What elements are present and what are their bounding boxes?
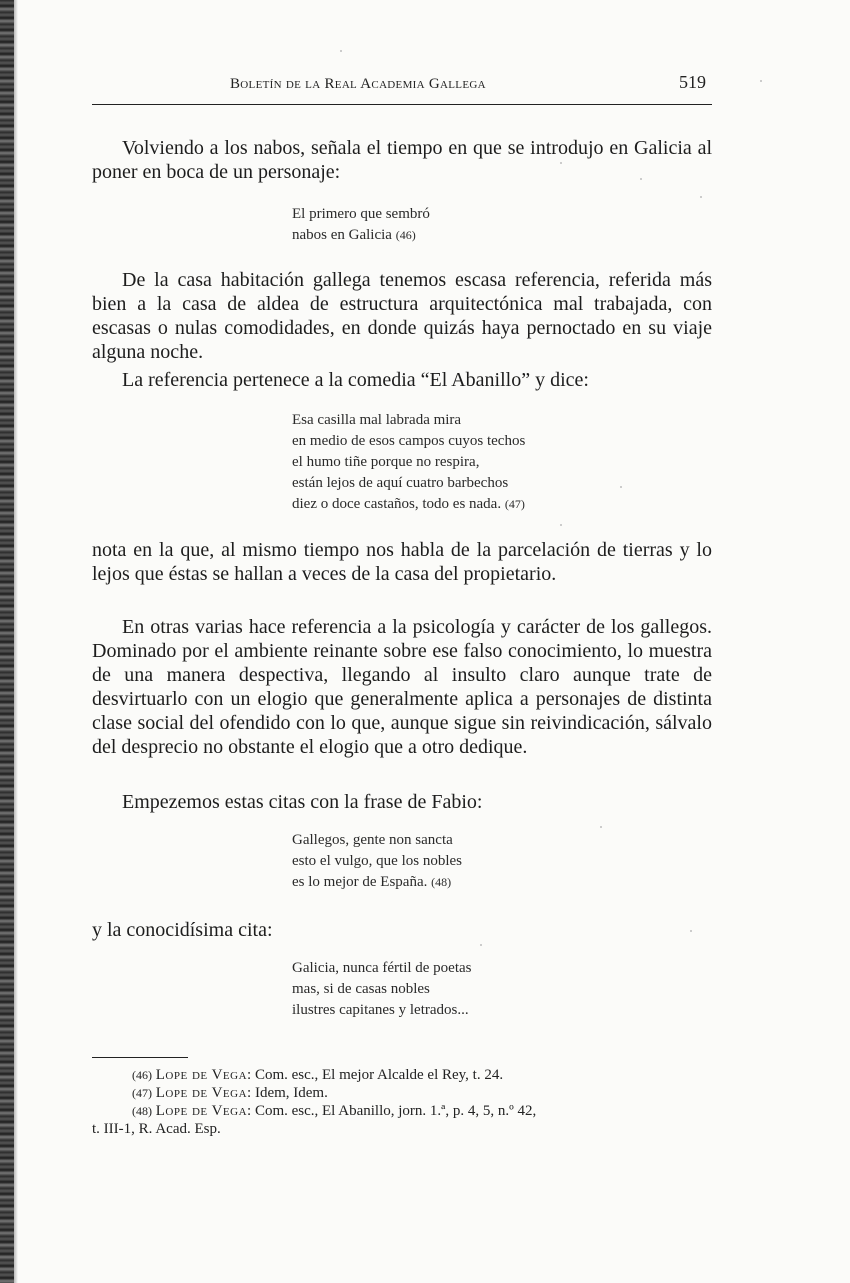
verse-line-text: es lo mejor de España.: [292, 874, 428, 890]
footnote: [92, 1066, 712, 1084]
footnote-text: : Com. esc., El mejor Alcalde el Rey, t. 24.: [247, 1067, 504, 1083]
paragraph-fabio: Empezemos estas citas con la frase de Fabio:: [122, 791, 483, 813]
verse-footnote-ref: (46): [395, 228, 416, 242]
paragraph-nabos: Volviendo a los nabos, señala el tiempo en que se introdujo en Galicia al poner en boca de un personaje:: [92, 137, 712, 183]
footnote-divider: [92, 1057, 188, 1058]
footnote-number: (47): [132, 1086, 152, 1100]
footnote-continuation: t. III-1, R. Acad. Esp.: [92, 1121, 221, 1137]
verse-line: están lejos de aquí cuatro barbechos: [292, 475, 509, 491]
footnote-text: : Com. esc., El Abanillo, jorn. 1.ª, p. 4, 5, n.º 42,: [247, 1103, 537, 1119]
scan-speck: [480, 944, 482, 946]
paragraph-casa-habitacion: De la casa habitación gallega tenemos escasa referencia, referida más bien a la casa de aldea de estructura arquitectónica mal trabajada, con escasas o nulas comodidades, en donde quizás haya pernoctado en su viaje alguna noche.: [92, 269, 712, 363]
paragraph-conocidisima: y la conocidísima cita:: [92, 919, 273, 941]
verse-line: Gallegos, gente non sancta: [292, 832, 453, 848]
page-number: 519: [679, 72, 706, 92]
verse-line-text: nabos en Galicia: [292, 227, 392, 243]
footnote-text: : Idem, Idem.: [247, 1085, 328, 1101]
verse-line: esto el vulgo, que los nobles: [292, 853, 462, 869]
scan-speck: [620, 486, 622, 488]
footnote-author: Lope de Vega: [155, 1067, 248, 1083]
verse-line: [292, 494, 525, 515]
verse-line: El primero que sembró: [292, 206, 430, 222]
verse-line: Galicia, nunca fértil de poetas: [292, 960, 472, 976]
running-head: Boletín de la Real Academia Gallega: [230, 76, 486, 92]
scan-speck: [600, 826, 602, 828]
footnote-author: Lope de Vega: [155, 1103, 248, 1119]
verse-line-text: diez o doce castaños, todo es nada.: [292, 496, 502, 512]
footnote-number: (48): [132, 1104, 152, 1118]
scan-binding-edge: [0, 0, 14, 1283]
scan-speck: [340, 50, 342, 52]
verse-galicia: [292, 958, 472, 1021]
scan-speck: [760, 80, 762, 82]
footnote: [92, 1084, 712, 1102]
footnote-number: (46): [132, 1068, 152, 1082]
verse-line: mas, si de casas nobles: [292, 981, 430, 997]
scan-speck: [560, 524, 562, 526]
footnotes: [92, 1066, 712, 1138]
verse-nabos: [292, 204, 430, 246]
verse-abanillo: [292, 410, 525, 515]
verse-line: el humo tiñe porque no respira,: [292, 454, 480, 470]
footnote: [92, 1102, 712, 1120]
verse-line: en medio de esos campos cuyos techos: [292, 433, 526, 449]
footnote-author: Lope de Vega: [155, 1085, 248, 1101]
verse-line: [292, 225, 430, 246]
paragraph-parcelacion: nota en la que, al mismo tiempo nos habla de la parcelación de tierras y lo lejos que éstas se hallan a veces de la casa del propietario.: [92, 539, 712, 585]
page-header: [92, 68, 712, 105]
scan-speck: [560, 162, 562, 164]
verse-line: [292, 872, 462, 893]
verse-footnote-ref: (47): [504, 497, 525, 511]
scan-speck: [690, 930, 692, 932]
paragraph-abanillo: La referencia pertenece a la comedia “El Abanillo” y dice:: [122, 369, 589, 391]
verse-line: ilustres capitanes y letrados...: [292, 1002, 469, 1018]
scan-speck: [700, 196, 702, 198]
scan-speck: [640, 178, 642, 180]
verse-line: Esa casilla mal labrada mira: [292, 412, 462, 428]
verse-footnote-ref: (48): [431, 875, 452, 889]
verse-gallegos: [292, 830, 462, 893]
paragraph-psicologia: En otras varias hace referencia a la psicología y carácter de los gallegos. Dominado por el ambiente reinante sobre ese falso conocimiento, lo muestra de una manera despectiva, llegando al insulto claro aunque trate de desvirtuarlo con un elogio que generalmente aplica a personajes de distinta clase social del ofendido con lo que, aunque sigue sin reivindicación, sálvalo del desprecio no obstante el elogio que a otro dedique.: [92, 616, 712, 758]
